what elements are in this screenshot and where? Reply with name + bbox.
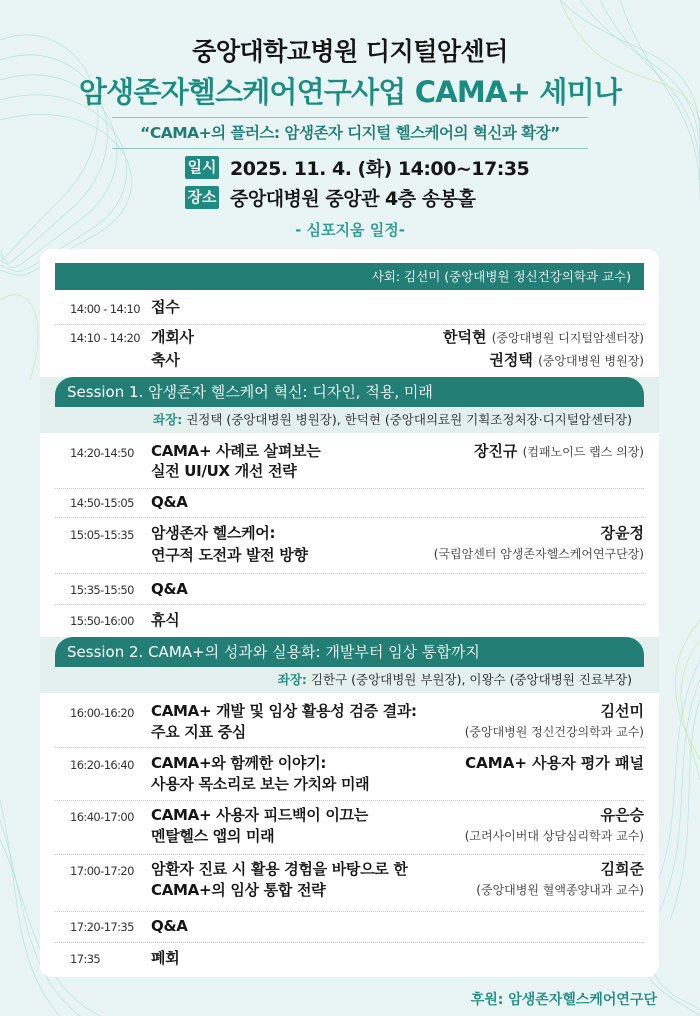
speaker-name: 한덕현 [442, 328, 487, 346]
divider [55, 800, 644, 801]
schedule-panel [40, 249, 659, 977]
time: 16:40-17:00 [70, 810, 134, 824]
divider [55, 747, 644, 748]
speaker [489, 350, 644, 372]
place-label: 장소 [185, 186, 219, 209]
speaker-name: 김선미 [600, 702, 644, 720]
speaker [443, 327, 644, 349]
speaker-affiliation: (중앙대병원 정신건강의학과 교수) [464, 725, 644, 739]
moderator-bar: 사회: 김선미 (중앙대병원 정신건강의학과 교수) [55, 263, 644, 290]
schedule-row-s2-talk2 [55, 753, 644, 799]
divider [55, 488, 644, 489]
title: CAMA+의 임상 통합 전략 [151, 881, 326, 899]
title: Q&A [151, 580, 188, 598]
speaker-affiliation: (국립암센터 암생존자헬스케어연구단장) [433, 547, 644, 561]
title: 휴식 [151, 611, 180, 629]
session1-chair [55, 407, 644, 433]
speaker [465, 701, 644, 743]
title: 연구적 도전과 발전 방향 [151, 546, 308, 564]
chair-label: 좌장: [277, 672, 307, 687]
date-label: 일시 [185, 156, 219, 179]
divider [55, 942, 644, 943]
chair-label: 좌장: [153, 412, 183, 427]
chair-names: 김한구 (중앙대병원 부원장), 이왕수 (중앙대병원 진료부장) [310, 672, 632, 687]
speaker [474, 441, 644, 463]
speaker-name: 김희준 [600, 860, 644, 878]
time: 16:20-16:40 [70, 758, 134, 772]
time: 14:00 - 14:10 [70, 302, 140, 316]
title: 접수 [151, 298, 180, 316]
schedule-row-s1-talk1 [55, 441, 644, 487]
organization-title: 중앙대학교병원 디지털암센터 [192, 37, 508, 66]
schedule-row-s1-break [55, 610, 644, 634]
speaker-affiliation: (중앙대병원 병원장) [538, 354, 644, 368]
schedule-row-s1-talk2 [55, 523, 644, 569]
seminar-title: 암생존자헬스케어연구사업 CAMA+ 세미나 [78, 75, 622, 109]
divider [55, 854, 644, 855]
schedule-heading: - 심포지움 일정- [295, 221, 405, 239]
time: 15:50-16:00 [70, 614, 134, 628]
time: 14:50-15:05 [70, 496, 134, 510]
schedule-row-s1-qa2 [55, 579, 644, 603]
divider [55, 911, 644, 912]
date-value: 2025. 11. 4. (화) 14:00~17:35 [230, 158, 530, 180]
title: 사용자 목소리로 보는 가치와 미래 [151, 775, 370, 793]
time: 14:10 - 14:20 [70, 331, 140, 345]
divider [55, 324, 644, 325]
title: 멘탈헬스 앱의 미래 [151, 827, 275, 845]
session2-header [40, 637, 659, 693]
title: CAMA+ 사용자 피드백이 이끄는 [151, 806, 368, 824]
chair-names: 권정택 (중앙대병원 병원장), 한덕현 (중앙대의료원 기획조정처장·디지털암센터장) [186, 412, 632, 427]
speaker-name: 장진규 [473, 442, 518, 460]
divider [55, 604, 644, 605]
title: Q&A [151, 917, 188, 935]
date-row [185, 154, 529, 181]
time: 17:00-17:20 [70, 864, 134, 878]
speaker [476, 859, 644, 901]
schedule-row-reception [55, 297, 644, 323]
schedule-row-s2-talk4 [55, 859, 644, 905]
speaker-name: 장윤정 [600, 524, 644, 542]
schedule-row-s2-qa [55, 916, 644, 940]
speaker-affiliation: (컴패노이드 랩스 의장) [522, 445, 644, 459]
speaker-name: 권정택 [489, 351, 533, 369]
schedule-row-s2-talk3 [55, 805, 644, 851]
time: 16:00-16:20 [70, 706, 134, 720]
title: Q&A [151, 493, 188, 511]
title: 암환자 진료 시 활용 경험을 바탕으로 한 [151, 860, 408, 878]
time: 17:35 [70, 952, 101, 966]
title: CAMA+와 함께한 이야기: [151, 754, 327, 772]
speaker-affiliation: (중앙대병원 혈액종양내과 교수) [476, 883, 644, 897]
speaker-name: CAMA+ 사용자 평가 패널 [465, 754, 644, 772]
title: 실전 UI/UX 개선 전략 [151, 462, 297, 480]
seminar-subtitle: “CAMA+의 플러스: 암생존자 디지털 헬스케어의 혁신과 확장” [112, 117, 588, 149]
session1-header [40, 377, 659, 433]
title: 개회사 [151, 328, 194, 346]
session1-title: Session 1. 암생존자 헬스케어 혁신: 디자인, 적용, 미래 [55, 377, 644, 407]
place-value: 중앙대병원 중앙관 4층 송봉홀 [230, 188, 476, 210]
time: 15:05-15:35 [70, 528, 134, 542]
place-row [185, 184, 475, 211]
title: CAMA+ 사례로 살펴보는 [151, 442, 321, 460]
title: CAMA+ 개발 및 임상 활용성 검증 결과: [151, 702, 417, 720]
session2-title: Session 2. CAMA+의 성과와 실용화: 개발부터 임상 통합까지 [55, 637, 644, 667]
time: 14:20-14:50 [70, 446, 134, 460]
title: 축사 [151, 351, 180, 369]
divider [55, 517, 644, 518]
speaker-affiliation: (고려사이버대 상담심리학과 교수) [464, 829, 644, 843]
title: 폐회 [151, 949, 180, 967]
schedule-row-opening [55, 327, 644, 375]
title: 주요 지표 중심 [151, 723, 246, 741]
time: 17:20-17:35 [70, 920, 134, 934]
speaker-name: 유은승 [600, 806, 644, 824]
schedule-row-s2-closing [55, 948, 644, 972]
session2-chair [55, 667, 644, 693]
speaker [465, 805, 644, 847]
divider [55, 573, 644, 574]
speaker [434, 523, 644, 565]
title: 암생존자 헬스케어: [151, 524, 276, 542]
schedule-row-s1-qa1 [55, 492, 644, 516]
time: 15:35-15:50 [70, 583, 134, 597]
schedule-row-s2-talk1 [55, 701, 644, 747]
speaker-affiliation: (중앙대병원 디지털암센터장) [491, 331, 644, 345]
sponsor-text: 후원: 암생존자헬스케어연구단 [470, 992, 657, 1008]
